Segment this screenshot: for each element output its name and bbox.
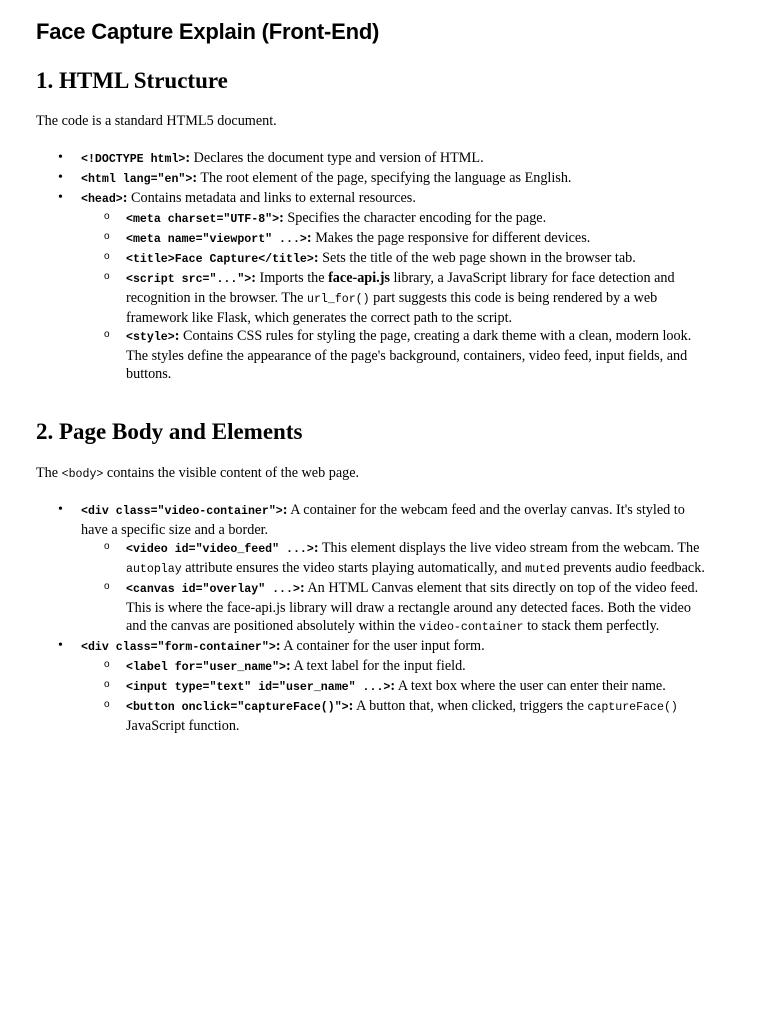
list-item-button: o <button onclick="captureFace()">: A button that, when clicked, triggers the captureFace() JavaScript function. — [0, 697, 710, 735]
list-item-script: o <script src="...">: Imports the face-api.js library, a JavaScript library for face detection and recognition in the browser. The url_for() part suggests this code is being rendered by a web framework like Flask, which generates the correct path to the script. — [0, 269, 710, 327]
section-heading-html-structure: 1. HTML Structure — [36, 68, 228, 93]
list-item-label: o <label for="user_name">: A text label for the input field. — [0, 657, 710, 677]
list-item-meta-charset: o <meta charset="UTF-8">: Specifies the character encoding for the page. — [0, 209, 710, 229]
list-item-video-container: • <div class="video-container">: A container for the webcam feed and the overlay canvas. It's styled to have a specific size and a border. — [0, 501, 710, 539]
list-item-meta-viewport: o <meta name="viewport" ...>: Makes the page responsive for different devices. — [0, 229, 710, 249]
list-item-video-feed: o <video id="video_feed" ...>: This element displays the live video stream from the webcam. The autoplay attribute ensures the video starts playing automatically, and muted prevents audio feedback. — [0, 539, 710, 579]
list-item-doctype: • <!DOCTYPE html>: Declares the document type and version of HTML. — [0, 149, 710, 169]
list-item-input: o <input type="text" id="user_name" ...>: A text box where the user can enter their name. — [0, 677, 710, 697]
list-item-form-container: • <div class="form-container">: A container for the user input form. — [0, 637, 710, 657]
list-item-head: • <head>: Contains metadata and links to external resources. — [0, 189, 710, 209]
html-structure-list — [0, 149, 710, 383]
section-intro: The code is a standard HTML5 document. — [36, 113, 277, 129]
page-body-list — [0, 501, 710, 735]
list-item-style: o <style>: Contains CSS rules for styling the page, creating a dark theme with a clean, modern look. The styles define the appearance of the page's background, containers, video feed, input fields, and buttons. — [0, 327, 710, 383]
section-heading-page-body: 2. Page Body and Elements — [36, 419, 303, 444]
list-item-canvas-overlay: o <canvas id="overlay" ...>: An HTML Canvas element that sits directly on top of the video feed. This is where the face-api.js library will draw a rectangle around any detected faces. Both the video and the canvas are positioned absolutely within the video-container to stack them perfectly. — [0, 579, 710, 637]
list-item-html-lang: • <html lang="en">: The root element of the page, specifying the language as English. — [0, 169, 710, 189]
document-title: Face Capture Explain (Front-End) — [36, 19, 380, 44]
section-intro-body: The <body> contains the visible content of the web page. — [36, 465, 360, 481]
list-item-title: o <title>Face Capture</title>: Sets the title of the web page shown in the browser tab. — [0, 249, 710, 269]
